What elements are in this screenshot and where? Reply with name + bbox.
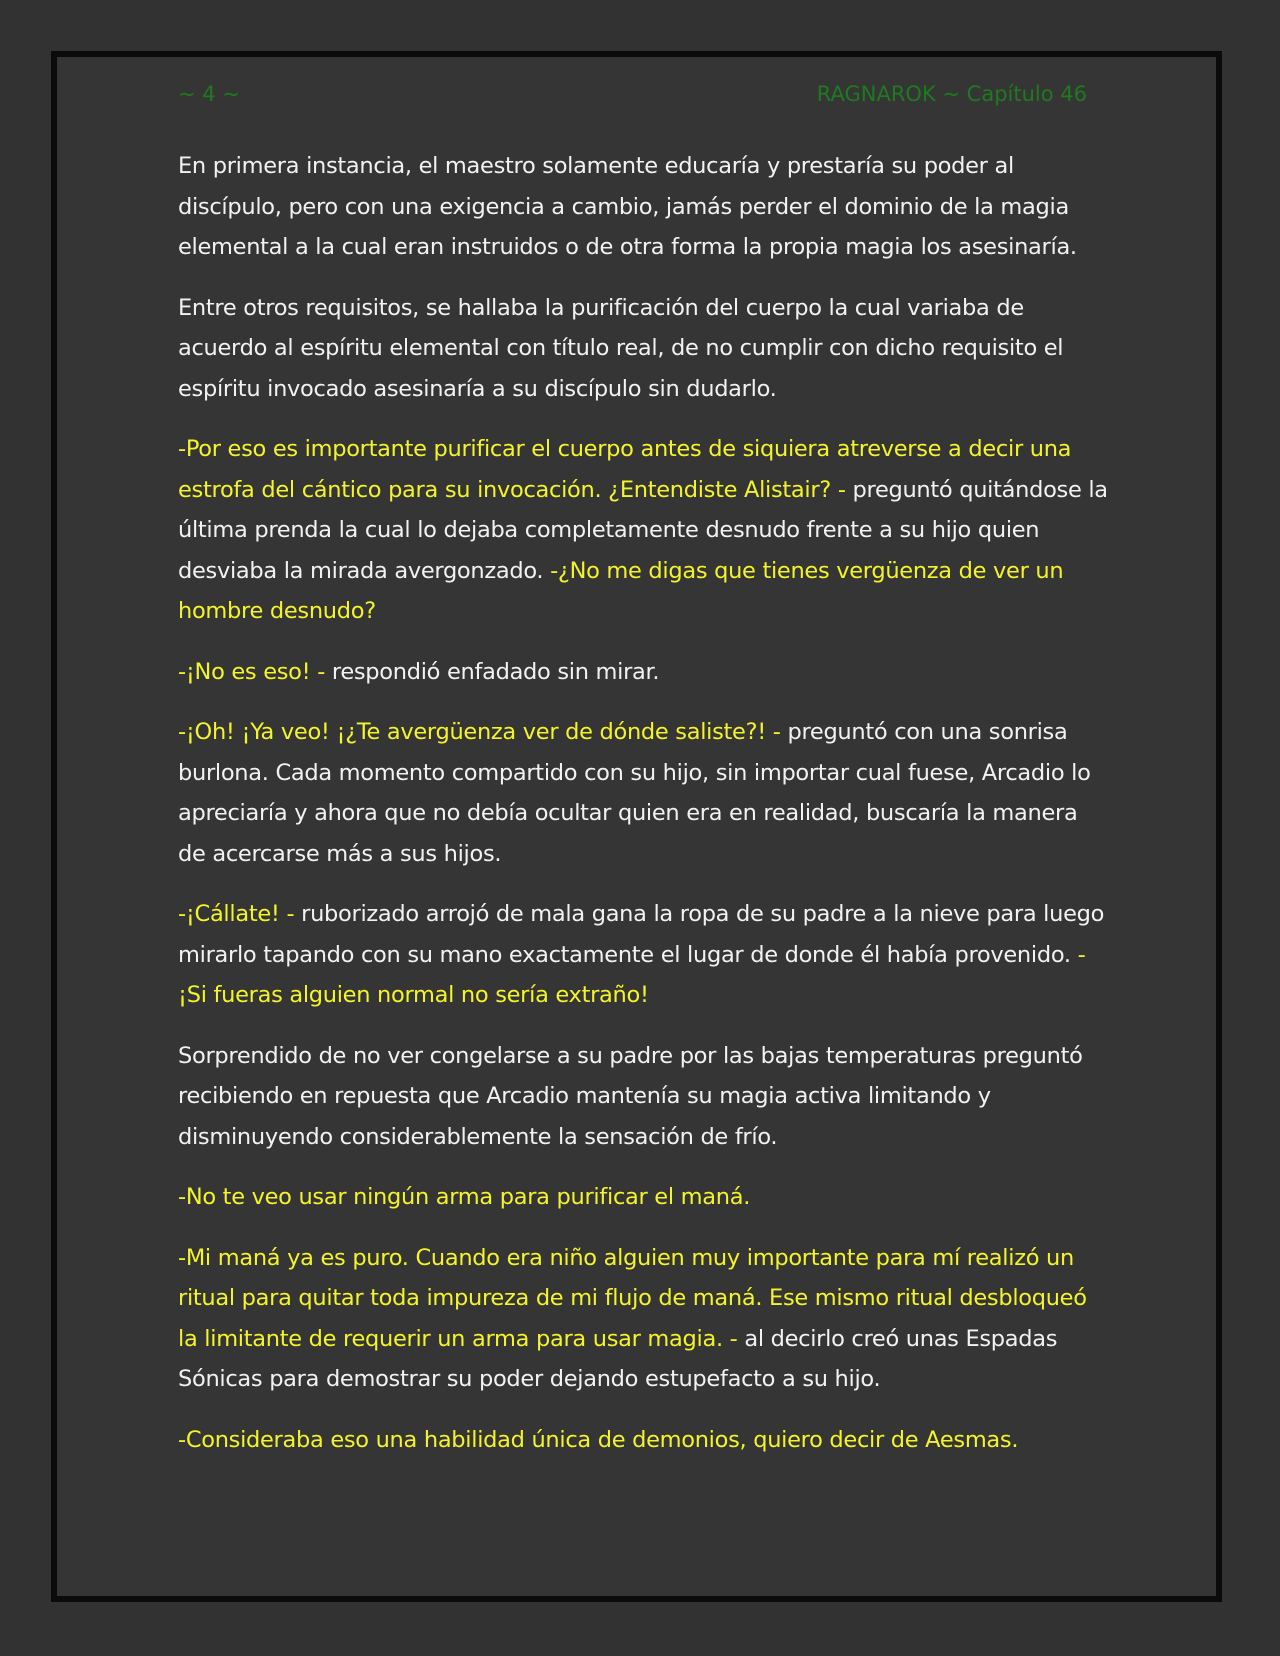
paragraph bbox=[178, 1036, 1110, 1158]
paragraph bbox=[178, 894, 1110, 1016]
paragraph bbox=[178, 146, 1110, 268]
dialogue-text: -¡Si fueras alguien normal no sería extraño! bbox=[178, 941, 1086, 1008]
dialogue-text: -¡Cállate! - bbox=[178, 901, 302, 927]
narration-text: preguntó con una sonrisa burlona. Cada momento compartido con su hijo, sin importar cual fuese, Arcadio lo apreciaría y ahora que no debía ocultar quien era en realidad, buscaría la manera de acercarse más a sus hijos. bbox=[178, 719, 1091, 867]
narration-text: En primera instancia, el maestro solamente educaría y prestaría su poder al discípulo, pero con una exigencia a cambio, jamás perder el dominio de la magia elemental a la cual eran instruidos o de otra forma la propia magia los asesinaría. bbox=[178, 153, 1077, 260]
dialogue-text: -Por eso es importante purificar el cuerpo antes de siquiera atreverse a decir una estrofa del cántico para su invocación. ¿Entendiste Alistair? - bbox=[178, 436, 1072, 503]
paragraph bbox=[178, 652, 1110, 693]
dialogue-text: -¿No me digas que tienes vergüenza de ver un hombre desnudo? bbox=[178, 557, 1064, 624]
dialogue-text: -Consideraba eso una habilidad única de demonios, quiero decir de Aesmas. bbox=[178, 1426, 1019, 1453]
narration-text: ruborizado arrojó de mala gana la ropa de su padre a la nieve para luego mirarlo tapando con su mano exactamente el lugar de donde él había provenido. bbox=[178, 901, 1105, 968]
narration-text: respondió enfadado sin mirar. bbox=[331, 658, 660, 685]
page-body bbox=[178, 146, 1110, 1480]
dialogue-text: -Mi maná ya es puro. Cuando era niño alguien muy importante para mí realizó un ritual para quitar toda impureza de mi flujo de maná. Ese mismo ritual desbloqueó la limitante de requerir un arma para usar magia. - bbox=[178, 1244, 1087, 1352]
paragraph bbox=[178, 1238, 1110, 1400]
paragraph bbox=[178, 1177, 1110, 1218]
paragraph bbox=[178, 1420, 1110, 1461]
paragraph bbox=[178, 712, 1110, 874]
paragraph bbox=[178, 288, 1110, 410]
chapter-title: RAGNAROK ~ Capítulo 46 bbox=[816, 82, 1087, 106]
narration-text: preguntó quitándose la última prenda la cual lo dejaba completamente desnudo frente a su hijo quien desviaba la mirada avergonzado. bbox=[178, 476, 1108, 584]
page-number: ~ 4 ~ bbox=[178, 82, 240, 106]
dialogue-text: -¡No es eso! - bbox=[178, 658, 332, 685]
paragraph bbox=[178, 429, 1110, 632]
narration-text: Sorprendido de no ver congelarse a su padre por las bajas temperaturas preguntó recibiendo en repuesta que Arcadio mantenía su magia activa limitando y disminuyendo considerablemente la sensación de frío. bbox=[178, 1042, 1083, 1150]
dialogue-text: -No te veo usar ningún arma para purificar el maná. bbox=[178, 1184, 751, 1210]
page-header bbox=[178, 78, 1087, 110]
dialogue-text: -¡Oh! ¡Ya veo! ¡¿Te avergüenza ver de dónde saliste?! - bbox=[178, 719, 788, 745]
narration-text: al decirlo creó unas Espadas Sónicas para demostrar su poder dejando estupefacto a su hijo. bbox=[178, 1325, 1058, 1392]
narration-text: Entre otros requisitos, se hallaba la purificación del cuerpo la cual variaba de acuerdo al espíritu elemental con título real, de no cumplir con dicho requisito el espíritu invocado asesinaría a su discípulo sin dudarlo. bbox=[178, 294, 1064, 402]
